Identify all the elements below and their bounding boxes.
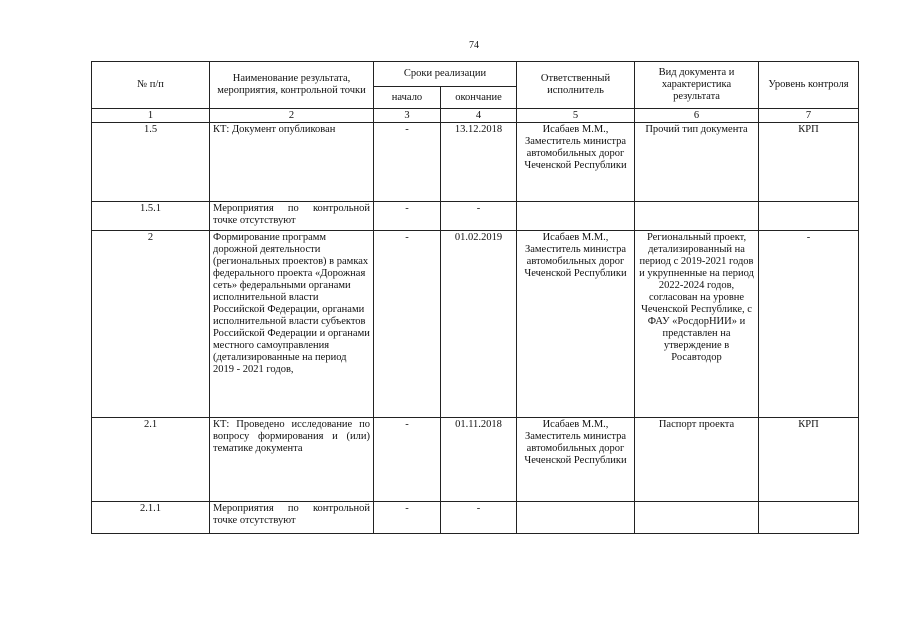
row-control: КРП xyxy=(759,123,859,202)
row-end: - xyxy=(441,202,517,231)
row-control xyxy=(759,502,859,534)
row-executor: Исабаев М.М., Заместитель министра автомобильных дорог Чеченской Республики xyxy=(517,231,635,418)
row-start: - xyxy=(374,231,441,418)
row-start: - xyxy=(374,202,441,231)
column-number: 7 xyxy=(759,109,859,123)
row-start: - xyxy=(374,418,441,502)
column-number: 6 xyxy=(635,109,759,123)
row-doc: Региональный проект, детализированный на период с 2019-2021 годов и укрупненные на период 2022-2024 годов, согласован на уровне Чеченской Республике, с ФАУ «РосдорНИИ» и представлен на утверждение в Росавтодор xyxy=(635,231,759,418)
column-number: 4 xyxy=(441,109,517,123)
row-num: 2.1 xyxy=(92,418,210,502)
header-executor: Ответственный исполнитель xyxy=(517,62,635,109)
page-number: 74 xyxy=(469,40,479,51)
row-end: 13.12.2018 xyxy=(441,123,517,202)
table-row xyxy=(92,231,859,418)
row-name: Формирование программ дорожной деятельности (региональных проектов) в рамках федерального проекта «Дорожная сеть» федеральными органами исполнительной власти Российской Федерации, органами исполнительной власти субъектов Российской Федерации и органами местного самоуправления (детализированные на период 2019 - 2021 годов, xyxy=(213,232,370,375)
row-executor: Исабаев М.М., Заместитель министра автомобильных дорог Чеченской Республики xyxy=(517,123,635,202)
row-start: - xyxy=(374,123,441,202)
row-executor: Исабаев М.М., Заместитель министра автомобильных дорог Чеченской Республики xyxy=(517,418,635,502)
row-executor xyxy=(517,502,635,534)
table-row xyxy=(92,502,859,534)
column-number: 3 xyxy=(374,109,441,123)
row-name-cell xyxy=(210,231,374,418)
column-number: 5 xyxy=(517,109,635,123)
row-executor xyxy=(517,202,635,231)
column-number: 1 xyxy=(92,109,210,123)
row-num: 2.1.1 xyxy=(92,502,210,534)
row-name: Мероприятия по контрольной точке отсутствуют xyxy=(210,502,374,534)
header-doc-type: Вид документа и характеристика результата xyxy=(635,62,759,109)
row-name: Мероприятия по контрольной точке отсутствуют xyxy=(210,202,374,231)
table-row xyxy=(92,418,859,502)
row-end: 01.02.2019 xyxy=(441,231,517,418)
header-control: Уровень контроля xyxy=(759,62,859,109)
row-control xyxy=(759,202,859,231)
row-doc: Прочий тип документа xyxy=(635,123,759,202)
row-control: - xyxy=(759,231,859,418)
header-dates: Сроки реализации xyxy=(374,62,517,87)
row-end: 01.11.2018 xyxy=(441,418,517,502)
header-start: начало xyxy=(374,87,441,109)
header-name: Наименование результата, мероприятия, контрольной точки xyxy=(210,62,374,109)
row-num: 2 xyxy=(92,231,210,418)
row-start: - xyxy=(374,502,441,534)
plan-table xyxy=(91,61,859,534)
row-control: КРП xyxy=(759,418,859,502)
row-num: 1.5 xyxy=(92,123,210,202)
header-num: № п/п xyxy=(92,62,210,109)
header-end: окончание xyxy=(441,87,517,109)
table-row xyxy=(92,123,859,202)
row-name: КТ: Проведено исследование по вопросу формирования и (или) тематике документа xyxy=(210,418,374,502)
column-number: 2 xyxy=(210,109,374,123)
row-doc xyxy=(635,202,759,231)
row-doc xyxy=(635,502,759,534)
row-end: - xyxy=(441,502,517,534)
column-number-row xyxy=(92,109,859,123)
row-num: 1.5.1 xyxy=(92,202,210,231)
row-name: КТ: Документ опубликован xyxy=(210,123,374,202)
table-row xyxy=(92,202,859,231)
row-doc: Паспорт проекта xyxy=(635,418,759,502)
